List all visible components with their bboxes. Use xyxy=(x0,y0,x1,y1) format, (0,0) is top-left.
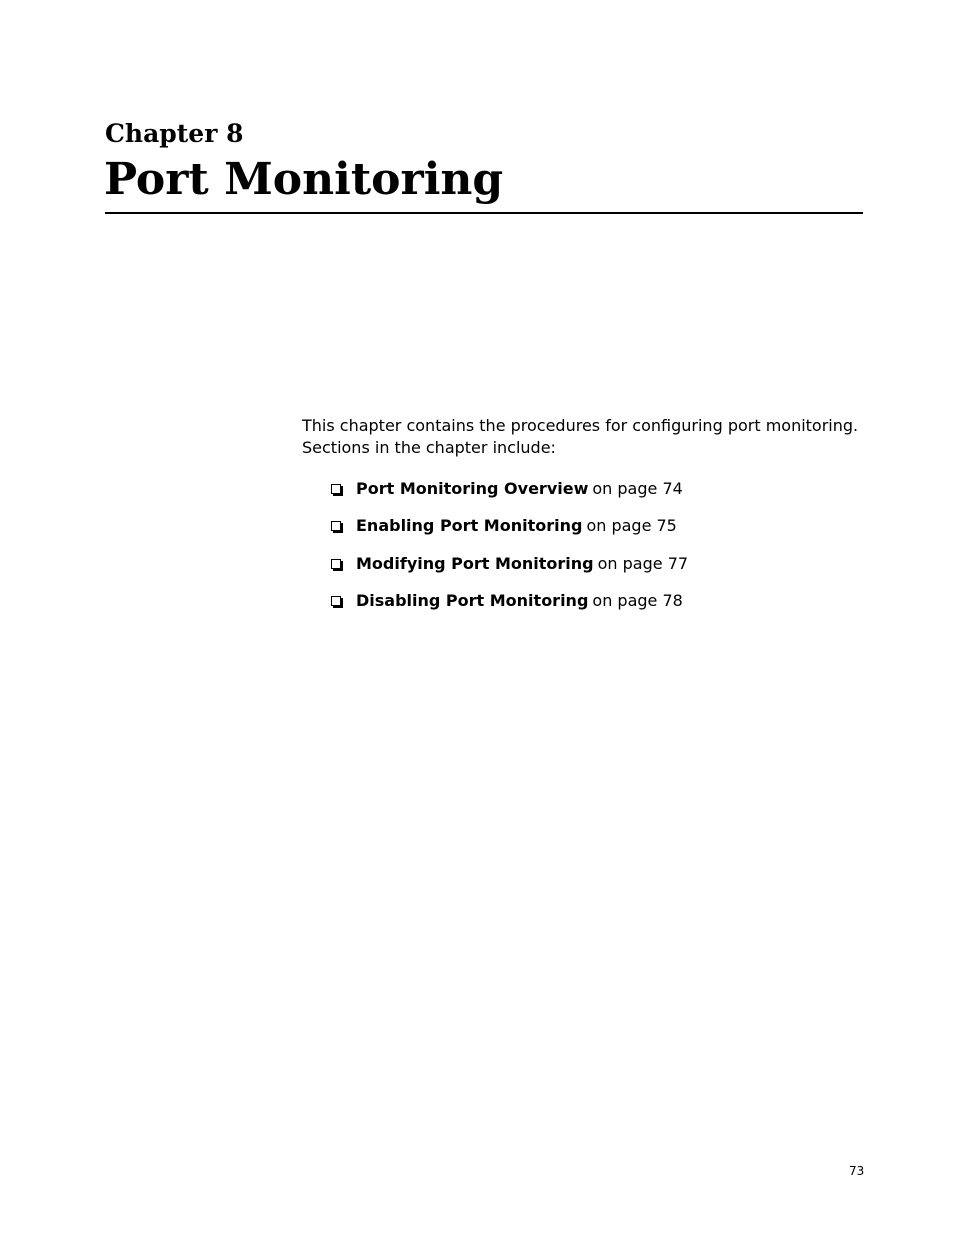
section-link-enabling-port-monitoring[interactable]: Enabling Port Monitoring xyxy=(356,516,583,536)
page-reference: on page 75 xyxy=(586,516,677,536)
list-item xyxy=(330,553,688,575)
list-item xyxy=(330,478,688,500)
section-link-modifying-port-monitoring[interactable]: Modifying Port Monitoring xyxy=(356,553,594,573)
page-reference: on page 74 xyxy=(592,479,683,498)
title-underline-divider xyxy=(105,212,863,214)
checkbox-bullet-icon xyxy=(331,596,341,606)
chapter-title: Port Monitoring xyxy=(104,154,504,205)
chapter-label: Chapter 8 xyxy=(105,119,244,148)
page-number: 73 xyxy=(849,1164,865,1178)
section-link-port-monitoring-overview[interactable]: Port Monitoring Overview xyxy=(356,479,589,498)
section-list xyxy=(330,478,688,628)
checkbox-bullet-icon xyxy=(331,559,341,569)
intro-paragraph: This chapter contains the procedures for configuring port monitoring. Sections in the chapter include: xyxy=(302,416,859,457)
section-link-disabling-port-monitoring[interactable]: Disabling Port Monitoring xyxy=(356,591,589,611)
checkbox-bullet-icon xyxy=(331,484,341,494)
list-item xyxy=(330,590,688,612)
list-item xyxy=(330,515,688,537)
page-reference: on page 78 xyxy=(592,591,683,611)
checkbox-bullet-icon xyxy=(331,521,341,531)
page-reference: on page 77 xyxy=(597,553,689,573)
